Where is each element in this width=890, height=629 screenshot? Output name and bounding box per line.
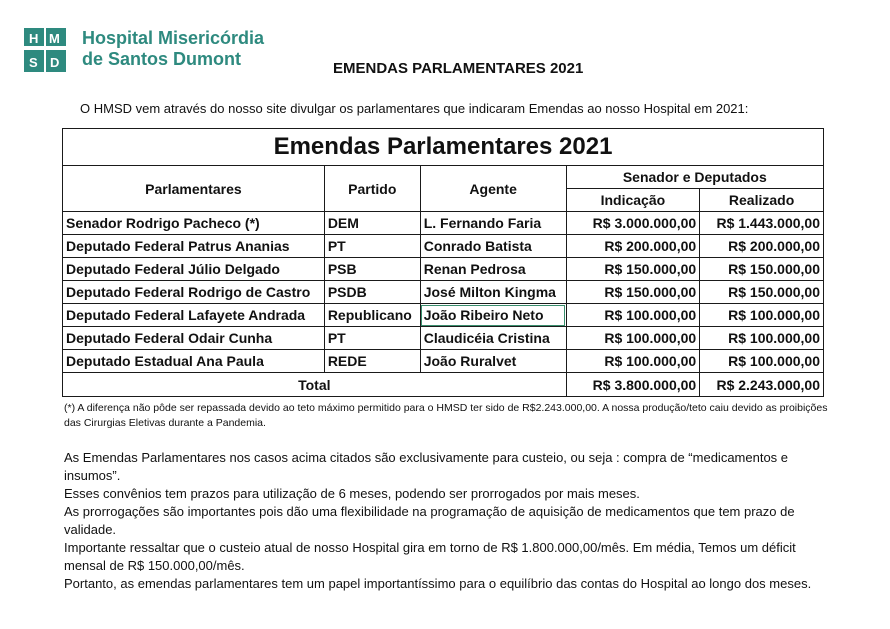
paragraph: Portanto, as emendas parlamentares tem um papel importantíssimo para o equilíbrio das contas do Hospital ao longo dos meses. — [64, 576, 812, 591]
cell-name: Deputado Federal Júlio Delgado — [63, 258, 325, 281]
cell-party: PT — [324, 235, 420, 258]
cell-indicacao: R$ 100.000,00 — [566, 327, 700, 350]
cell-indicacao: R$ 3.000.000,00 — [566, 212, 700, 235]
total-row — [63, 373, 824, 397]
cell-realizado: R$ 200.000,00 — [700, 235, 824, 258]
paragraph: As prorrogações são importantes pois dão uma flexibilidade na programação de aquisição de medicamentos que tem prazo de validade. — [64, 504, 795, 537]
cell-indicacao: R$ 200.000,00 — [566, 235, 700, 258]
cell-agent: L. Fernando Faria — [420, 212, 566, 235]
cell-party: PT — [324, 327, 420, 350]
document-title: EMENDAS PARLAMENTARES 2021 — [333, 60, 584, 77]
cell-agent: José Milton Kingma — [420, 281, 566, 304]
paragraph: As Emendas Parlamentares nos casos acima citados são exclusivamente para custeio, ou seja : compra de “medicamentos e insumos”. — [64, 450, 789, 483]
logo-letter-h: H — [29, 31, 39, 46]
cell-agent: Claudicéia Cristina — [420, 327, 566, 350]
logo-line-2: de Santos Dumont — [82, 49, 242, 69]
cell-realizado: R$ 150.000,00 — [700, 281, 824, 304]
cell-name: Deputado Estadual Ana Paula — [63, 350, 325, 373]
logo-letter-m: M — [49, 31, 60, 46]
cell-agent: Renan Pedrosa — [420, 258, 566, 281]
hospital-logo — [20, 24, 270, 80]
cell-name: Deputado Federal Odair Cunha — [63, 327, 325, 350]
header-indicacao: Indicação — [566, 189, 700, 212]
cell-name: Deputado Federal Lafayete Andrada — [63, 304, 325, 327]
intro-text: O HMSD vem através do nosso site divulgar os parlamentares que indicaram Emendas ao nosso Hospital em 2021: — [80, 101, 749, 116]
cell-party: DEM — [324, 212, 420, 235]
paragraph: Esses convênios tem prazos para utilização de 6 meses, podendo ser prorrogados por mais meses. — [64, 486, 640, 501]
cell-agent: João Ruralvet — [420, 350, 566, 373]
total-indicacao: R$ 3.800.000,00 — [566, 373, 700, 397]
cell-agent-selected[interactable]: João Ribeiro Neto — [420, 304, 566, 327]
logo-letter-s: S — [29, 55, 38, 70]
footnote: (*) A diferença não pôde ser repassada devido ao teto máximo permitido para o HMSD ter sido de R$2.243.000,00. A nossa produção/teto caiu devido as proibições das Cirurgias Eletivas durante a Pandemia. — [64, 402, 828, 429]
cell-name: Senador Rodrigo Pacheco (*) — [63, 212, 325, 235]
header-parlamentares: Parlamentares — [63, 166, 325, 212]
cell-realizado: R$ 100.000,00 — [700, 304, 824, 327]
total-label: Total — [63, 373, 567, 397]
cell-realizado: R$ 150.000,00 — [700, 258, 824, 281]
body-text — [64, 449, 834, 593]
table-row — [63, 304, 824, 327]
cell-indicacao: R$ 100.000,00 — [566, 350, 700, 373]
cell-realizado: R$ 100.000,00 — [700, 350, 824, 373]
table-row — [63, 350, 824, 373]
amendments-table — [62, 128, 824, 397]
cell-name: Deputado Federal Rodrigo de Castro — [63, 281, 325, 304]
logo-text — [82, 28, 264, 70]
cell-party: PSB — [324, 258, 420, 281]
cell-indicacao: R$ 150.000,00 — [566, 258, 700, 281]
cell-party: Republicano — [324, 304, 420, 327]
header-agente: Agente — [420, 166, 566, 212]
paragraph: Importante ressaltar que o custeio atual de nosso Hospital gira em torno de R$ 1.800.000,00/mês. Em média, Temos um déficit mensal de R$ 150.000,00/mês. — [64, 540, 796, 573]
total-realizado: R$ 2.243.000,00 — [700, 373, 824, 397]
table-row — [63, 235, 824, 258]
table-row — [63, 327, 824, 350]
table-row — [63, 281, 824, 304]
header-realizado: Realizado — [700, 189, 824, 212]
table-row — [63, 258, 824, 281]
table-title: Emendas Parlamentares 2021 — [63, 129, 824, 166]
cell-realizado: R$ 100.000,00 — [700, 327, 824, 350]
header-group: Senador e Deputados — [566, 166, 823, 189]
cell-realizado: R$ 1.443.000,00 — [700, 212, 824, 235]
logo-line-1: Hospital Misericórdia — [82, 28, 265, 48]
cell-party: REDE — [324, 350, 420, 373]
header-partido: Partido — [324, 166, 420, 212]
cell-indicacao: R$ 150.000,00 — [566, 281, 700, 304]
cell-name: Deputado Federal Patrus Ananias — [63, 235, 325, 258]
cell-indicacao: R$ 100.000,00 — [566, 304, 700, 327]
table-row — [63, 212, 824, 235]
logo-letter-d: D — [50, 55, 60, 70]
cell-party: PSDB — [324, 281, 420, 304]
hmsd-logo-icon — [20, 24, 70, 76]
cell-agent: Conrado Batista — [420, 235, 566, 258]
